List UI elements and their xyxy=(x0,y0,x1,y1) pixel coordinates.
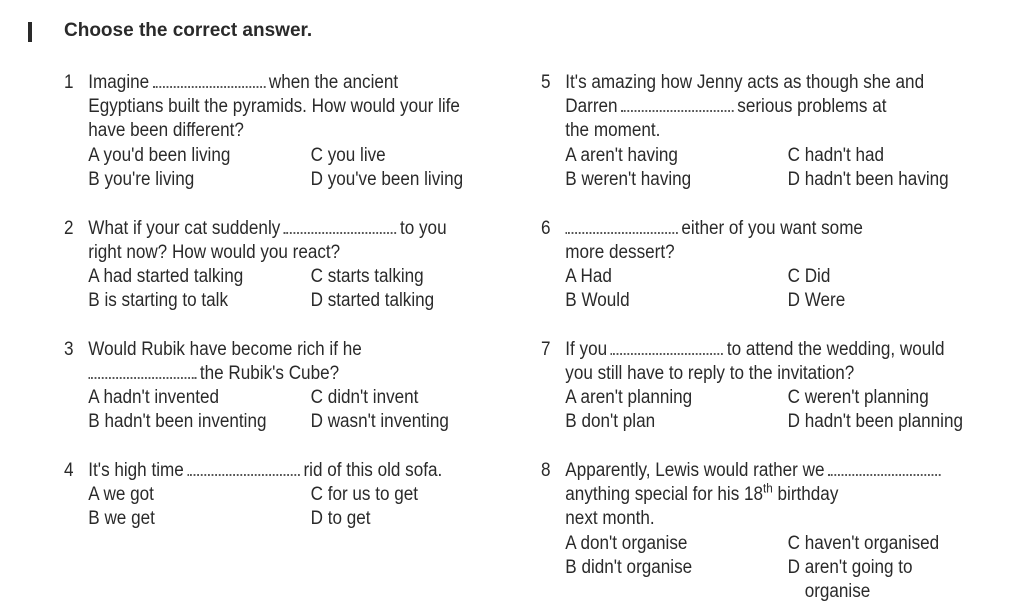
option-c[interactable]: C you live xyxy=(310,145,386,166)
option-c[interactable]: C Did xyxy=(787,266,831,287)
option-b[interactable]: B is starting to talk xyxy=(88,290,229,311)
question-text: next month. xyxy=(565,508,655,529)
option-a[interactable]: A hadn't invented xyxy=(88,387,219,408)
question-text: you still have to reply to the invitation? xyxy=(565,363,855,384)
option-b[interactable]: B Would xyxy=(565,290,630,311)
option-d[interactable]: D hadn't been planning xyxy=(787,411,963,432)
option-d[interactable]: D to get xyxy=(310,508,371,529)
option-b[interactable]: B we get xyxy=(88,508,155,529)
answer-blank xyxy=(611,349,724,355)
question-text: when the ancient xyxy=(268,72,399,93)
question-text: Darren xyxy=(565,96,618,117)
question-text: serious problems at xyxy=(737,96,887,117)
option-a[interactable]: A aren't planning xyxy=(565,387,693,408)
option-a[interactable]: A had started talking xyxy=(88,266,244,287)
answer-blank xyxy=(284,228,396,234)
question-text: right now? How would you react? xyxy=(88,242,341,263)
answer-blank xyxy=(153,82,265,88)
answer-blank xyxy=(88,373,196,379)
question-text: to attend the wedding, would xyxy=(726,339,945,360)
question-text: the Rubik's Cube? xyxy=(199,363,340,384)
question-text: have been different? xyxy=(88,120,244,141)
question-number: 2 xyxy=(64,218,74,239)
question-text: It's high time xyxy=(88,460,184,481)
question-text: If you xyxy=(565,339,608,360)
option-b[interactable]: B don't plan xyxy=(565,411,656,432)
option-a[interactable]: A you'd been living xyxy=(88,145,231,166)
question-number: 3 xyxy=(64,339,74,360)
answer-blank xyxy=(565,228,678,234)
question-number: 7 xyxy=(541,339,551,360)
ordinal-suffix: th xyxy=(763,480,773,496)
question-number: 5 xyxy=(541,72,551,93)
option-c[interactable]: C starts talking xyxy=(310,266,424,287)
answer-blank xyxy=(828,470,941,476)
question-text: to you xyxy=(399,218,447,239)
option-b[interactable]: B weren't having xyxy=(565,169,692,190)
option-d[interactable]: D you've been living xyxy=(310,169,464,190)
section-title: Choose the correct answer. xyxy=(64,20,313,41)
option-b[interactable]: B hadn't been inventing xyxy=(88,411,267,432)
question-text: rid of this old sofa. xyxy=(303,460,443,481)
option-c[interactable]: C for us to get xyxy=(310,484,419,505)
section-marker xyxy=(28,22,32,42)
question-number: 8 xyxy=(541,460,551,481)
option-a[interactable]: A we got xyxy=(88,484,154,505)
option-a[interactable]: A don't organise xyxy=(565,533,688,554)
question-text: It's amazing how Jenny acts as though she and xyxy=(565,72,925,93)
option-c[interactable]: C didn't invent xyxy=(310,387,419,408)
option-d[interactable]: D hadn't been having xyxy=(787,169,949,190)
question-text: What if your cat suddenly xyxy=(88,218,281,239)
question-text: the moment. xyxy=(565,120,661,141)
option-c[interactable]: C weren't planning xyxy=(787,387,929,408)
question-text: more dessert? xyxy=(565,242,675,263)
question-text: either of you want some xyxy=(681,218,863,239)
option-d[interactable]: D wasn't inventing xyxy=(310,411,449,432)
question-text: Would Rubik have become rich if he xyxy=(88,339,362,360)
answer-blank xyxy=(621,106,734,112)
question-text: Apparently, Lewis would rather we xyxy=(565,460,825,481)
option-d[interactable]: D aren't going to xyxy=(787,557,913,578)
question-number: 6 xyxy=(541,218,551,239)
option-a[interactable]: A aren't having xyxy=(565,145,678,166)
answer-blank xyxy=(187,470,300,476)
option-d[interactable]: D started talking xyxy=(310,290,435,311)
option-b[interactable]: B you're living xyxy=(88,169,195,190)
option-c[interactable]: C haven't organised xyxy=(787,533,940,554)
option-d-continuation[interactable]: organise xyxy=(804,581,871,602)
question-text: birthday xyxy=(777,484,839,505)
option-a[interactable]: A Had xyxy=(565,266,612,287)
question-number: 4 xyxy=(64,460,74,481)
question-text: anything special for his 18 xyxy=(565,484,764,505)
question-number: 1 xyxy=(64,72,74,93)
option-b[interactable]: B didn't organise xyxy=(565,557,693,578)
question-text: Egyptians built the pyramids. How would your life xyxy=(88,96,460,117)
option-d[interactable]: D Were xyxy=(787,290,846,311)
question-text: Imagine xyxy=(88,72,150,93)
option-c[interactable]: C hadn't had xyxy=(787,145,885,166)
